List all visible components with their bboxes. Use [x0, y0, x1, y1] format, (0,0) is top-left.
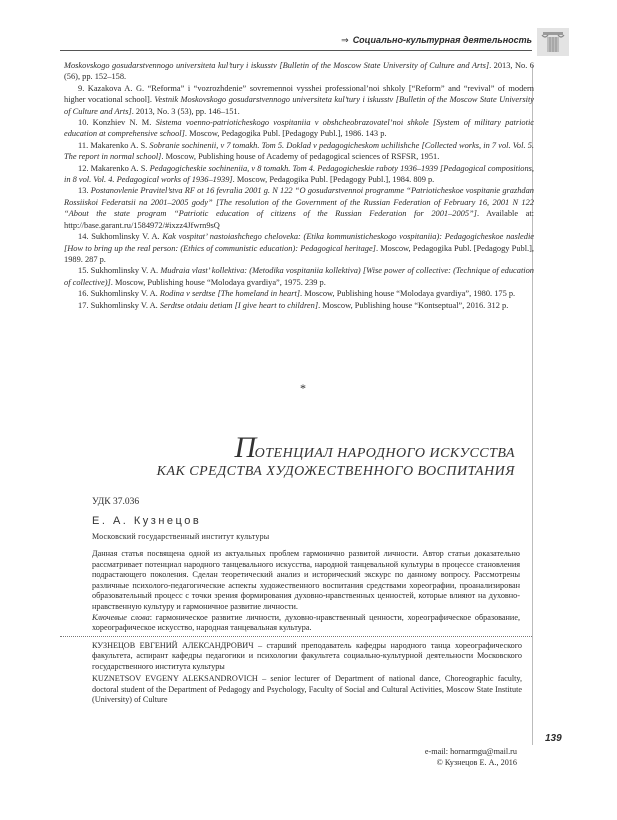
udk-code: УДК 37.036 — [92, 497, 140, 507]
header-rule — [60, 50, 532, 51]
author-bio — [92, 641, 522, 705]
section-separator: * — [300, 381, 306, 395]
author-affiliation: Московский государственный институт культуры — [92, 532, 270, 541]
reference-item: 10. Konzhiev N. M. Sistema voenno-patrioticheskogo vospitaniia v obshcheobrazovatel’noi shkole [System of military patriotic education at comprehensive school]. Moscow, Pedagogika Publ. [Pedagogy Publ.], 1986. 143 p. — [64, 118, 534, 139]
reference-item: 17. Sukhomlinsky V. A. Serdtse otdaiu detiam [I give heart to children]. Moscow, Publishing house “Kontseptual”, 2016. 312 p. — [78, 300, 509, 310]
reference-item: 15. Sukhomlinsky V. A. Mudraia vlast’ kollektiva: (Metodika vospitaniia kollektiva) [Wise power of collective: (Technique of education of collective)]. Moscow, Publishing house “Molodaya gvardiya”, 1975. 239 p. — [64, 266, 534, 287]
reference-item: Moskovskogo gosudarstvennogo universiteta kul’tury i iskusstv [Bulletin of the Moscow State University of Culture and Arts]. 2013, No. 6 (56), pp. 152–158. — [64, 61, 534, 82]
bio-en: KUZNETSOV EVGENY ALEKSANDROVICH – senior lecturer of Department of national dance, Choreographic faculty, doctoral student of the Department of Pedagogy and Psychology, Faculty of Social and Cultural Activities, Moscow State Institute (University) of Culture — [92, 674, 522, 705]
author-name: Е. А. Кузнецов — [92, 515, 202, 527]
article-title: ПОТЕНЦИАЛ НАРОДНОГО ИСКУССТВА КАК СРЕДСТВА ХУДОЖЕСТВЕННОГО ВОСПИТАНИЯ — [156, 431, 515, 479]
column-capital-icon — [537, 28, 569, 56]
reference-item: 11. Makarenko A. S. Sobranie sochinenii, v 7 tomakh. Tom 5. Doklad v pedagogicheskom uchilishche [Collected works, in 7 vol. Vol. 5. The report in normal school]. Moscow, Publishing house of Academy of pedagogical sciences of RSFSR, 1951. — [64, 140, 534, 162]
email-link[interactable]: e-mail: hornarmgu@mail.ru — [424, 747, 517, 756]
running-header — [0, 35, 532, 51]
bio-ru: КУЗНЕЦОВ ЕВГЕНИЙ АЛЕКСАНДРОВИЧ – старший преподаватель кафедры народного танца хореографического факультета, аспирант кафедры педагогики и психологии факультета социально-культурной деятельности Московского государственного института культуры — [92, 641, 522, 671]
arrow-icon: ⇒ — [341, 35, 349, 45]
section-title: ⇒ Социально-культурная деятельность — [341, 35, 532, 45]
reference-list — [64, 60, 534, 311]
page-number: 139 — [545, 733, 562, 744]
reference-item: 14. Sukhomlinsky V. A. Kak vospitat’ nastoiashchego cheloveka: (Etika kommunisticheskogo vospitaniia): Pedagogicheskoe nasledie [How to bring up the real person: (Ethics of communistic education): Pedagogical heritage]. Moscow, Pedagogika Publ. [Pedagogy Publ.], 1989. 287 p. — [64, 232, 534, 264]
title-drop-cap: П — [234, 431, 257, 464]
reference-item: 9. Kazakova A. G. “Reforma” i “vozrozhdenie” sovremennoi vysshei professional’noi shkoly [“Reform” and “revival” of modern higher vocational school]. Vestnik Moskovskogo gosudarstvennogo universiteta kul’tury i iskusstv [Bulletin of the Moscow State University of Culture and Arts]. 2013, No. 3 (53), pp. 146–151. — [64, 83, 534, 116]
reference-item: 13. Postanovlenie Pravitel’stva RF ot 16 fevralia 2001 g. N 122 “O gosudarstvennoi programme “Patrioticheskoe vospitanie grazhdan Rossiiskoi Federatsii na 2001–2005 gody” [The resolution of the Government of the Russian Federation of February 16, 2001 N 122 “About the state program “Patriotic education of citizens of the Russian Federation for 2001–2005”]. Available at: http://base.garant.ru/1584972/#ixzz4Jfwrn9sQ — [64, 186, 535, 230]
reference-item: 12. Makarenko A. S. Pedagogicheskie sochineniia, v 8 tomakh. Tom 4. Pedagogicheskie raboty 1936–1939 [Pedagogical compositions, in 8 vol. Vol. 4. Pedagogical works of 1936–1939]. Moscow, Pedagogika Publ. [Pedagogy Publ.], 1984. 809 p. — [64, 163, 534, 185]
reference-item: 16. Sukhomlinsky V. A. Rodina v serdtse [The homeland in heart]. Moscow, Publishing house “Molodaya gvardiya”, 1980. 175 p. — [78, 289, 516, 299]
abstract — [92, 549, 520, 634]
contact-block — [425, 747, 517, 768]
dotted-divider — [60, 636, 532, 637]
copyright: © Кузнецов Е. А., 2016 — [436, 757, 517, 767]
abstract-text: Данная статья посвящена одной из актуальных проблем гармонично развитой личности. Автор статьи доказательно рассматривает потенциал народного танцевального искусства, народной танцевальной культуры в процессе становления подрастающего поколения. Сделан теоретический анализ и исторический экскурс по данному вопросу. Рассмотрены различные психолого-педагогические аспекты художественного воспитания средствами хореографии, проанализирован образовательный процесс с точки зрения формирования духовно-нравственных ценностей, которые влияют на духовно-нравственную культуру и гармоничное развитие личности. — [92, 549, 520, 611]
keywords: Ключевые слова: гармоническое развитие личности, духовно-нравственный ценности, хореографическое образование, хореографическое искусство, народная танцевальная культура. — [92, 612, 520, 633]
